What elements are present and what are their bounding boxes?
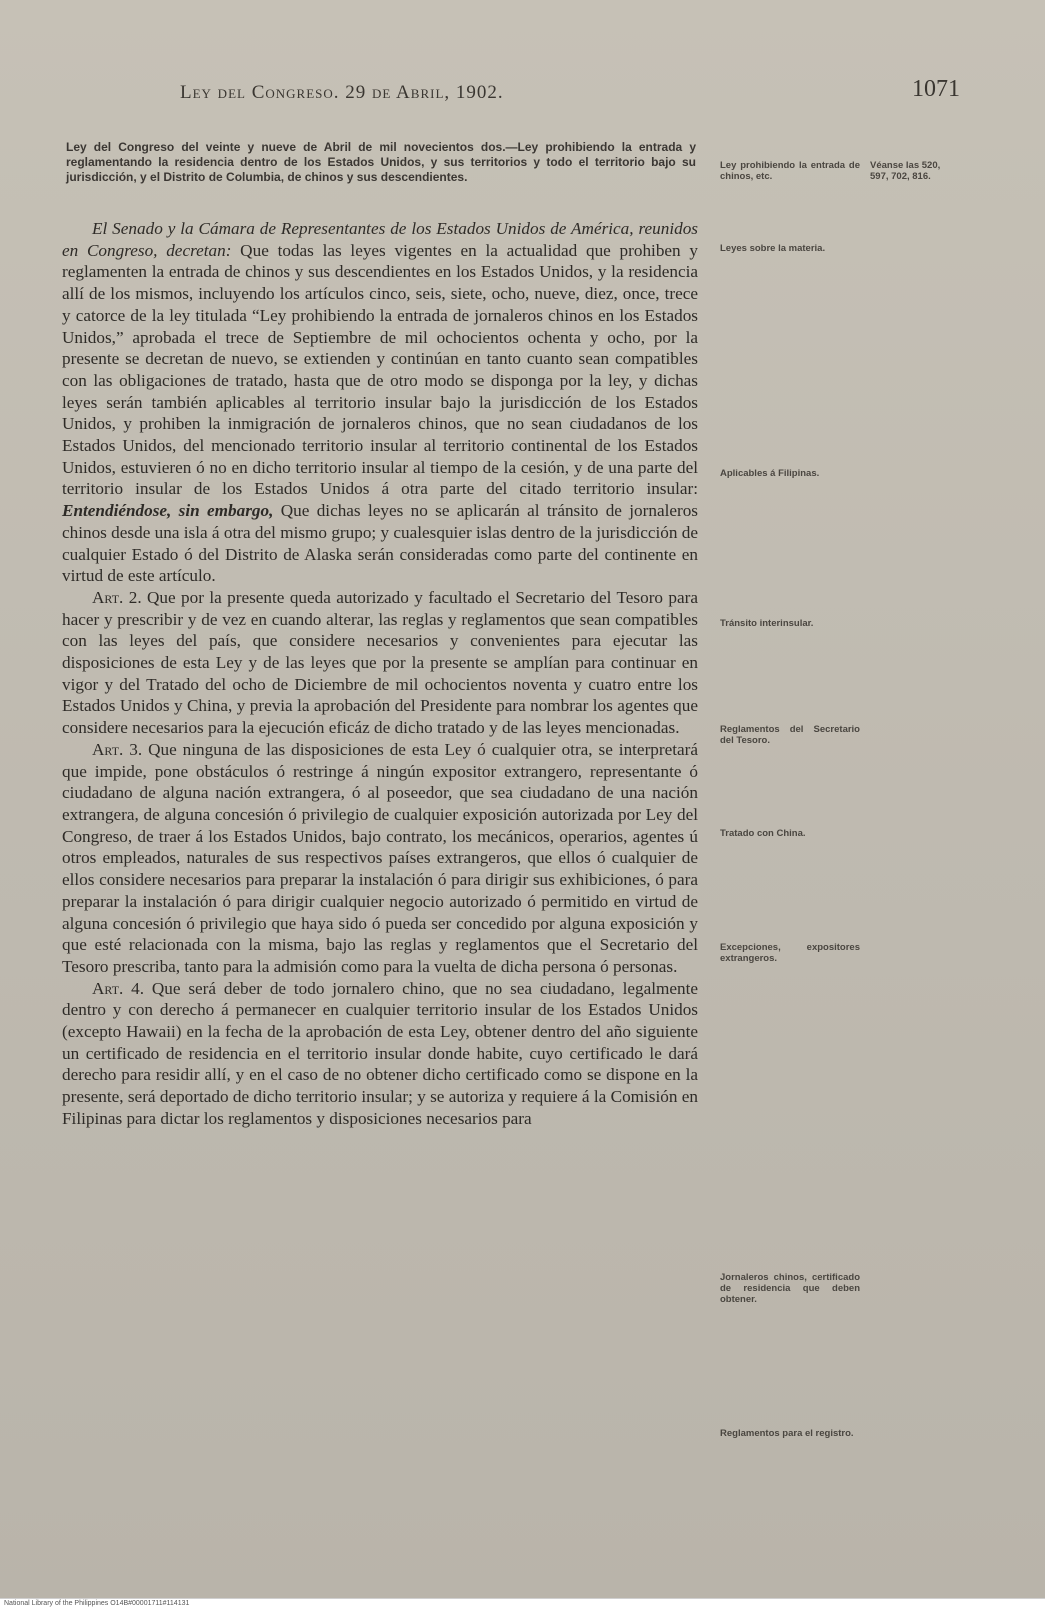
section-1-text: Que todas las leyes vigentes en la actualidad que prohiben y reglamenten la entrada de chinos y sus descendientes en los Estados Unidos, y la residencia allí de los mismos, incluyendo los artículos cinco, seis, siete, ocho, nueve, diez, once, trece y catorce de la ley titulada “Ley prohibiendo la entrada de jornaleros chinos en los Estados Unidos,” aprobada el trece de Septiembre de mil ochocientos ochenta y ocho, por la presente se decretan de nuevo, se extienden y continúan en tanto cuanto sean compatibles con las obligaciones de tratado, hasta que de otro modo se disponga por la ley, y dichas leyes serán también aplicables al territorio insular bajo la jurisdicción de los Estados Unidos, y prohiben la inmigración de jornaleros chinos, que no sean ciudadanos de los Estados Unidos, del mencionado territorio insular al territorio continental de los Estados Unidos, estuvieren ó no en dicho territorio insular al tiempo de la cesión, y de una parte del territorio insular de los Estados Unidos á otra parte del citado territorio insular:	[62, 240, 698, 499]
section-1-end: Que dichas leyes no se aplicarán al tránsito de jornaleros chinos desde una isla á otra del mismo grupo; y cualesquier islas dentro de la jurisdicción de cualquier Estado ó del Distrito de Alaska serán consideradas como parte del continente en virtud de este artículo.	[62, 501, 698, 586]
scan-footer	[0, 1598, 1045, 1611]
scan-footer-text: National Library of the Philippines O14B#00001711#114131	[4, 1600, 190, 1607]
margin-note-certificate: Jornaleros chinos, certificado de residencia que deben obtener.	[720, 1272, 860, 1305]
margin-crossref: Véanse las 520, 597, 702, 816.	[870, 160, 941, 182]
main-text	[62, 218, 698, 1130]
page-header	[180, 76, 960, 116]
page-number: 1071	[912, 76, 960, 102]
act-preamble: Ley del Congreso del veinte y nueve de Abril de mil novecientos dos.—Ley prohibiendo la entrada y reglamentando la residencia dentro de los Estados Unidos, y sus territorios y todo el territorio bajo su jurisdicción, y el Distrito de Columbia, de chinos y sus descendientes.	[66, 140, 696, 184]
margin-note-transit: Tránsito interinsular.	[720, 618, 814, 629]
margin-note-laws: Leyes sobre la materia.	[720, 243, 826, 254]
article-2	[62, 587, 698, 739]
margin-note-prohibition: Ley prohibiendo la entrada de chinos, etc.	[720, 160, 860, 182]
proviso: Entendiéndose, sin embargo,	[62, 501, 274, 521]
article-3	[62, 739, 698, 978]
margin-note-treaty: Tratado con China.	[720, 828, 806, 839]
article-2-text: Que por la presente queda autorizado y facultado el Secretario del Tesoro para hacer y prescribir y de vez en cuando alterar, las reglas y reglamentos que sean compatibles con las leyes del país, que considere necesarios y convenientes para ejecutar las disposiciones de esta Ley y de las leyes que por la presente se amplían para continuar en vigor y del Tratado del ocho de Diciembre de mil ochocientos noventa y cuatro entre los Estados Unidos y China, y previa la aprobación del Presidente para nombrar los agentes que considere necesarios para la ejecución eficáz de dicho tratado y de las leyes mencionadas.	[62, 587, 698, 738]
article-3-label: Art. 3.	[92, 739, 143, 759]
margin-note-regulations: Reglamentos del Secretario del Tesoro.	[720, 724, 860, 746]
margin-note-philippines: Aplicables á Filipinas.	[720, 468, 820, 479]
article-2-label: Art. 2.	[92, 587, 142, 607]
article-3-text: Que ninguna de las disposiciones de esta Ley ó cualquier otra, se interpretará que impide, pone obstáculos ó restringe á ningún expositor extrangero, representante ó ciudadano de alguna nación extrangera, ó al poseedor, que sea ciudadano de una nación extrangera, de alguna concesión ó privilegio de cualquier exposición autorizada por Ley del Congreso, de traer á los Estados Unidos, bajo contrato, los mecánicos, operarios, agentes ú otros empleados, naturales de sus respectivos países extrangeros, que ellos ó cualquier de ellos considere necesarios para preparar la instalación ó para dirigir sus exhibiciones, ó para preparar la instalación ó para dirigir cualquier negocio autorizado ó permitido en virtud de alguna concesión ó privilegio que haya sido ó pueda ser concedido por alguna exposición y que esté relacionada con la misma, bajo las reglas y reglamentos que el Secretario del Tesoro prescriba, tanto para la admisión como para la vuelta de dicha persona ó personas.	[62, 739, 698, 976]
article-4-label: Art. 4.	[92, 978, 145, 998]
article-4-text: Que será deber de todo jornalero chino, que no sea ciudadano, legalmente dentro y con derecho á permanecer en cualquier territorio insular de los Estados Unidos (excepto Hawaii) en la fecha de la aprobación de esta Ley, obtener dentro del año siguiente un certificado de residencia en el territorio insular donde habite, cuyo certificado le dará derecho para residir allí, y en el caso de no obtener dicho certificado como se dispone en la presente, será deportado de dicho territorio insular; y se autoriza y requiere á la Comisión en Filipinas para dictar los reglamentos y disposiciones necesarios para	[62, 978, 698, 1128]
margin-note-exceptions: Excepciones, expositores extrangeros.	[720, 942, 860, 964]
margin-note-registry: Reglamentos para el registro.	[720, 1428, 854, 1439]
running-title: Ley del Congreso. 29 de Abril, 1902.	[180, 82, 504, 103]
enacting-clause: El Senado y la Cámara de Representantes de los Estados Unidos de América, reunidos en Congreso, decretan:	[62, 219, 698, 260]
article-4	[62, 978, 698, 1130]
section-1	[62, 218, 698, 587]
